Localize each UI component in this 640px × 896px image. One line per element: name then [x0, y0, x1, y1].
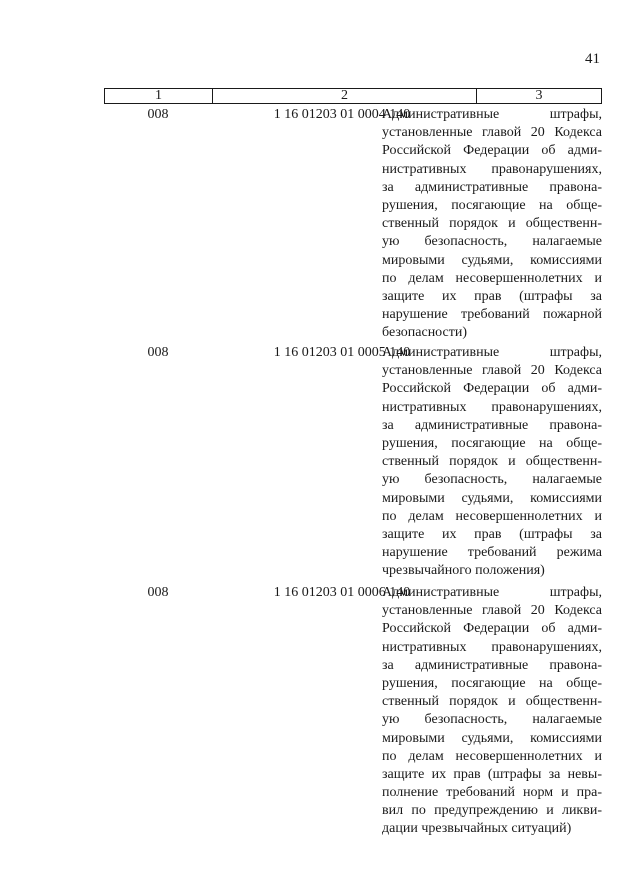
description-line: Российской Федерации об адми-: [382, 621, 602, 637]
description-line: полнение требований норм и пра-: [382, 785, 602, 801]
description-line: вил по предупреждению и ликви-: [382, 803, 602, 819]
description-line: защите их прав (штрафы за: [382, 526, 602, 542]
description-line: ую безопасность, налагаемые: [382, 234, 602, 250]
description-line: за административные правона-: [382, 417, 602, 433]
description-line: по делам несовершеннолетних и: [382, 270, 602, 286]
admin-code-cell: 008: [147, 345, 169, 360]
description-line: Административные штрафы,: [382, 585, 602, 600]
description-line: Российской Федерации об адми-: [382, 381, 602, 397]
column-header-3: 3: [535, 88, 543, 103]
description-line: Административные штрафы,: [382, 345, 602, 360]
description-line: защите их прав (штрафы за: [382, 288, 602, 304]
description-line: за административные правона-: [382, 179, 602, 195]
description-line: защите их прав (штрафы за невы-: [382, 766, 602, 782]
income-description-cell: [382, 584, 602, 839]
table-header-row: [104, 88, 602, 104]
description-line: ую безопасность, налагаемые: [382, 472, 602, 488]
description-line: установленные главой 20 Кодекса: [382, 363, 602, 379]
description-line: мировыми судьями, комиссиями: [382, 252, 602, 268]
description-line: по делам несовершеннолетних и: [382, 508, 602, 524]
description-line: за административные правона-: [382, 657, 602, 673]
description-line: Административные штрафы,: [382, 107, 602, 122]
description-line: мировыми судьями, комиссиями: [382, 490, 602, 506]
description-line: нарушение требований пожарной: [382, 307, 602, 323]
description-line: рушения, посягающие на обще-: [382, 675, 602, 691]
description-line: ственный порядок и общественн-: [382, 454, 602, 470]
description-line: нистративных правонарушениях,: [382, 639, 602, 655]
description-line: мировыми судьями, комиссиями: [382, 730, 602, 746]
description-line: установленные главой 20 Кодекса: [382, 603, 602, 619]
description-line: чрезвычайного положения): [382, 563, 545, 579]
description-line: безопасности): [382, 325, 468, 341]
description-line: нарушение требований режима: [382, 545, 602, 561]
description-line: нистративных правонарушениях,: [382, 161, 602, 177]
description-line: ственный порядок и общественн-: [382, 216, 602, 232]
budget-code-table: [104, 88, 602, 837]
budget-classification-code-cell: 1 16 01203 01 0005 140: [273, 345, 411, 360]
description-line: ую безопасность, налагаемые: [382, 712, 602, 728]
description-line: дации чрезвычайных ситуаций): [382, 821, 572, 837]
column-header-1: 1: [105, 89, 213, 103]
description-line: установленные главой 20 Кодекса: [382, 125, 602, 141]
description-line: рушения, посягающие на обще-: [382, 197, 602, 213]
description-line: ственный порядок и общественн-: [382, 694, 602, 710]
budget-classification-code-cell: 1 16 01203 01 0006 140: [273, 585, 411, 600]
description-line: нистративных правонарушениях,: [382, 399, 602, 415]
description-line: Российской Федерации об адми-: [382, 143, 602, 159]
description-line: рушения, посягающие на обще-: [382, 435, 602, 451]
description-line: по делам несовершеннолетних и: [382, 748, 602, 764]
income-description-cell: [382, 106, 602, 342]
budget-classification-code-cell: 1 16 01203 01 0004 140: [273, 107, 411, 122]
income-description-cell: [382, 344, 602, 580]
admin-code-cell: 008: [147, 585, 169, 600]
admin-code-cell: 008: [147, 107, 169, 122]
page-number: 41: [585, 51, 600, 67]
column-header-2: 2: [213, 89, 477, 103]
